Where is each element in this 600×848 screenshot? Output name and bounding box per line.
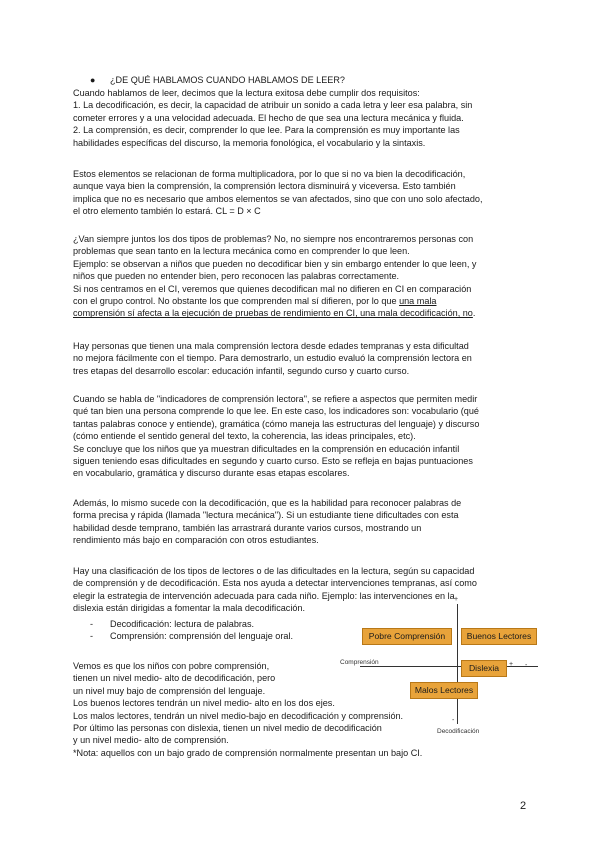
text-line: ¿Van siempre juntos los dos tipos de problemas? No, no siempre nos encontraremos personas con [73, 234, 474, 244]
axis-minus-right: - [525, 662, 528, 669]
text-line: Hay una clasificación de los tipos de lectores o de las dificultades en la lectura, según su capacidad [73, 566, 475, 576]
text-line: 2. La comprensión, es decir, comprender lo que lee. Para la comprensión es muy importante las [73, 125, 460, 136]
text-line: implica que no es necesario que ambos elementos se van afectados, sino que con uno solo afectado, [73, 193, 483, 204]
text-line: Si nos centramos en el CI, veremos que quienes decodifican mal no difieren en CI en comparación [73, 283, 472, 294]
text-line: y un nivel medio- alto de comprensión. [73, 735, 229, 746]
text-line: Vemos es que los niños con pobre comprensión, [73, 661, 270, 671]
poor-comprehension-box: Pobre Comprensión [362, 628, 452, 645]
comprehension-axis-line [457, 604, 458, 724]
decoding-paragraph [73, 497, 533, 547]
dash-marker: - [90, 619, 94, 629]
intro-paragraph [73, 87, 533, 149]
good-readers-box: Buenos Lectores [461, 628, 537, 645]
definition-list [90, 618, 293, 643]
dash-marker: - [90, 631, 94, 642]
text-line: *Nota: aquellos con un bajo grado de comprensión normalmente presentan un bajo CI. [73, 747, 423, 758]
text-line: niños que pueden no entender bien, pero reconocen las palabras correctamente. [73, 271, 400, 282]
text-line: Los buenos lectores tendrán un nivel medio- alto en los dos ejes. [73, 698, 335, 709]
indicators-paragraph [73, 393, 533, 480]
list-item-text: Comprensión: comprensión del lenguaje oral. [110, 631, 293, 642]
underlined-text: una mala [399, 296, 437, 307]
text-line: 1. La decodificación, es decir, la capacidad de atribuir un sonido a cada letra y leer esa palabra, sin [73, 100, 473, 111]
text-line: tienen un nivel medio- alto de decodificación, pero [73, 673, 276, 684]
text-line: dislexia están dirigidas a fomentar la mala decodificación. [73, 603, 306, 614]
text-line: tres etapas del desarrollo escolar: educación infantil, segundo curso y cuarto curso. [73, 365, 410, 376]
text-fragment: . [472, 308, 476, 319]
text-line: tantas palabras conoce y entiende), gramática (cómo maneja las estructuras del lenguaje) y discurso [73, 418, 480, 429]
text-line: elegir la estrategia de intervención adecuada para cada niño. Ejemplo: las intervenciones en la [73, 590, 455, 601]
multiplicative-paragraph [73, 168, 533, 218]
text-line: Ejemplo: se observan a niños que pueden no decodificar bien y sin embargo entender lo que leen, y [73, 258, 477, 269]
dyslexia-box: Dislexia [461, 660, 507, 677]
text-line: un nivel muy bajo de comprensión del lenguaje. [73, 685, 266, 696]
early-difficulty-paragraph [73, 340, 533, 377]
text-line [73, 295, 533, 307]
text-line: Hay personas que tienen una mala comprensión lectora desde edades tempranas y esta dificultad [73, 341, 469, 351]
together-paragraph [73, 233, 533, 320]
text-line [73, 307, 533, 319]
text-line: problemas que sean tanto en la lectura mecánica como en comprender lo que leen. [73, 246, 410, 257]
text-line: Los malos lectores, tendrán un nivel medio-bajo en decodificación y comprensión. [73, 710, 404, 721]
text-line: Por último las personas con dislexia, tienen un nivel medio de decodificación [73, 723, 382, 734]
text-line: el otro elemento también lo estará. CL = D × C [73, 206, 261, 217]
text-line: cometer errores y a una velocidad adecuada. El hecho de que sea una lectura mecánica y fluida. [73, 112, 464, 123]
comprehension-axis-label: Comprensión [340, 659, 379, 666]
text-line: qué tan bien una persona comprende lo que lee. En este caso, los indicadores son: vocabulario (qué [73, 406, 479, 417]
list-item-text: Decodificación: lectura de palabras. [110, 619, 255, 629]
list-item [90, 630, 293, 642]
page-number: 2 [520, 800, 527, 812]
axis-plus-right: + [509, 661, 514, 668]
poor-readers-box: Malos Lectores [410, 682, 478, 699]
underlined-text: comprensión sí afecta a la ejecución de pruebas de rendimiento en CI, una mala decodificación, no [73, 308, 473, 319]
text-line: Cuando hablamos de leer, decimos que la lectura exitosa debe cumplir dos requisitos: [73, 88, 420, 98]
text-line: (cómo entiende el sentido general del texto, la coherencia, las ideas principales, etc). [73, 431, 416, 442]
text-line: forma precisa y rápida (llamada "lectura mecánica"). Si un estudiante tiene dificultades con esta [73, 510, 459, 521]
text-line: habilidad desde temprano, también las arrastrará durante varios cursos, mostrando un [73, 522, 422, 533]
text-line: en vocabulario, gramática y discurso durante esas etapas escolares. [73, 468, 350, 479]
list-item [90, 618, 293, 630]
section-heading [90, 74, 345, 86]
decoding-axis-label: Decodificación [437, 728, 480, 735]
axis-minus-bottom: - [452, 717, 455, 724]
text-line: Estos elementos se relacionan de forma multiplicadora, por lo que si no va bien la decodificación, [73, 169, 466, 179]
text-line: habilidades específicas del discurso, la memoria fonológica, el vocabulario y la sintaxis. [73, 137, 426, 148]
text-fragment: con el grupo control. No obstante los que comprenden mal sí difieren, por lo que [73, 296, 400, 307]
text-line: no mejora fácilmente con el tiempo. Para demostrarlo, un estudio evaluó la comprensión lectora en [73, 353, 472, 364]
text-line: siguen teniendo esas dificultades en segundo y cuarto curso. Esto se refleja en bajas puntuaciones [73, 456, 473, 467]
text-line: rendimiento más bajo en comparación con otros estudiantes. [73, 535, 319, 546]
reader-types-diagram [340, 596, 550, 740]
text-line: Cuando se habla de "indicadores de comprensión lectora", se refiere a aspectos que permiten medir [73, 394, 478, 404]
text-line: aunque vaya bien la comprensión, la comprensión lectora disminuirá y viceversa. Esto también [73, 181, 456, 192]
text-line: Además, lo mismo sucede con la decodificación, que es la habilidad para reconocer palabras de [73, 498, 462, 508]
bullet-icon: ● [90, 75, 96, 85]
text-line: Se concluye que los niños que ya muestran dificultades en la comprensión en educación infantil [73, 443, 460, 454]
section-title: ¿DE QUÉ HABLAMOS CUANDO HABLAMOS DE LEER? [110, 75, 345, 85]
axis-plus-top: + [454, 596, 459, 603]
text-line: de comprensión y de decodificación. Esta nos ayuda a detectar intervenciones tempranas, así como [73, 578, 477, 589]
